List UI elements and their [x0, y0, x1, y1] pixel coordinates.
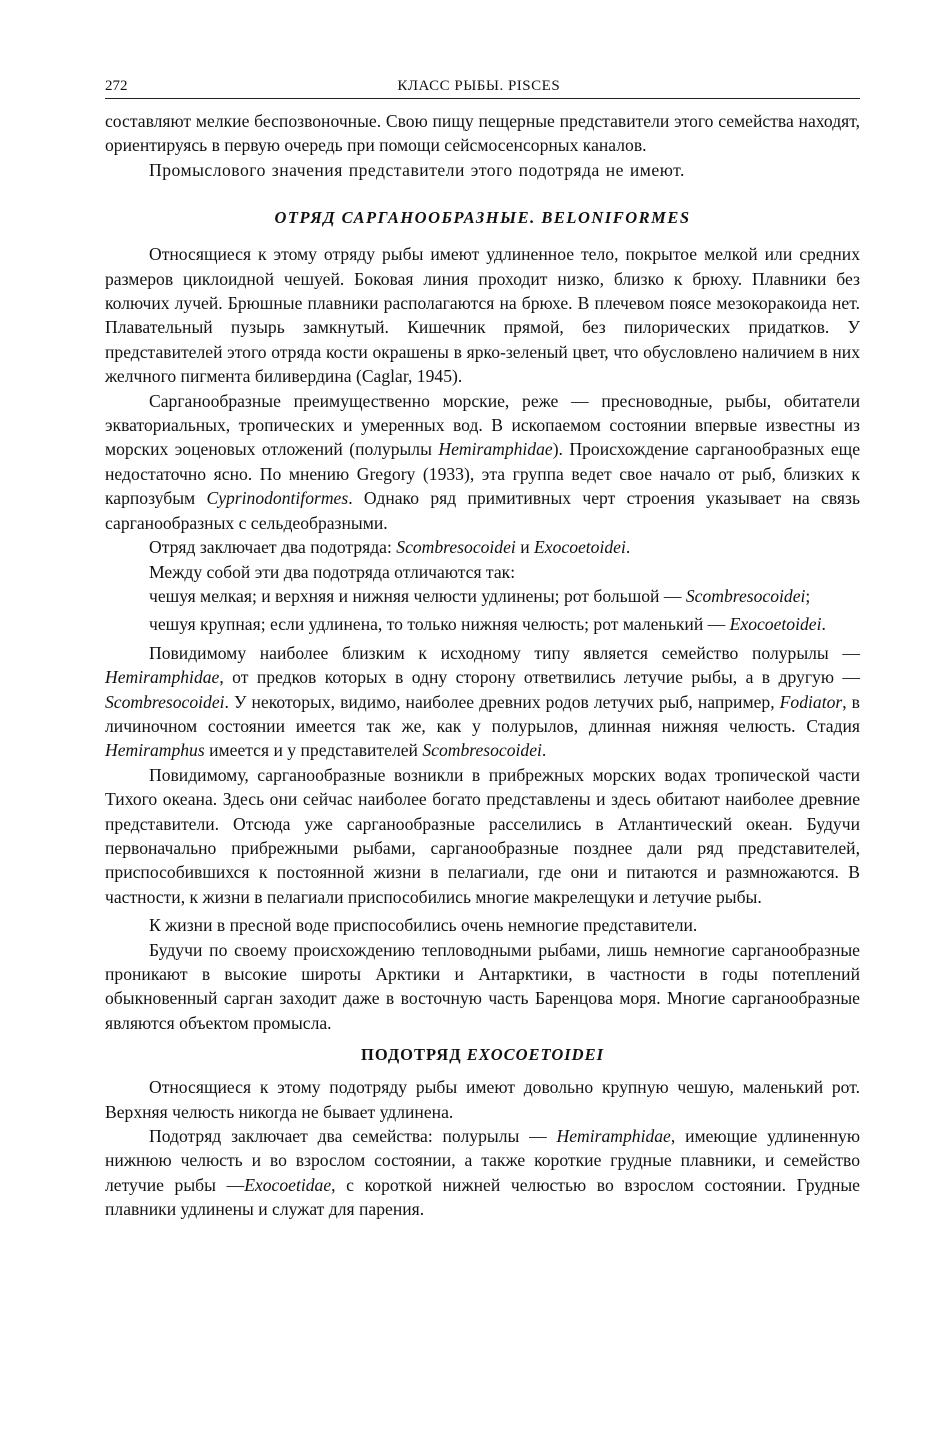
paragraph: Между собой эти два подотряда отличаются так: — [149, 561, 516, 582]
paragraph: Сарганообразные преимущественно морские, реже — пресноводные, рыбы, обитатели экваториальных, тропических и умеренных вод. В ископаемом состоянии впервые известны из морских эоценовых отложений (полурылы Hemiramphidae). Происхождение сарганообразных еще недостаточно ясно. По мнению Gregory (1933), эта группа ведет свое начало от рыб, близких к карпозубым Cyprinodontiformes. Однако ряд примитивных черт строения указывает на связь сарганообразных с сельдеобразными. — [105, 390, 860, 533]
latin-name: Hemiramphidae — [556, 1126, 671, 1147]
latin-name: Scombresocoidei — [396, 537, 516, 558]
key-entry: чешуя мелкая; и верхняя и нижняя челюсти удлинены; рот большой — Scombresocoidei; — [149, 585, 811, 606]
paragraph: Промыслового значения представители этого подотряда не имеют. — [149, 159, 685, 180]
latin-name: Hemiramphus — [105, 740, 205, 761]
latin-name: Hemiramphidae — [105, 667, 220, 688]
paragraph: К жизни в пресной воде приспособились очень немногие представители. — [149, 915, 698, 936]
latin-name: Exocoetoidei — [729, 614, 822, 635]
latin-name: EXOCOETOIDEI — [466, 1045, 605, 1065]
paragraph: составляют мелкие беспозвоночные. Свою пищу пещерные представители этого семейства находят, ориентируясь в первую очередь при помощи сейсмосенсорных каналов. — [105, 111, 860, 156]
page-header — [105, 78, 860, 99]
latin-name: Exocoetidae — [244, 1174, 332, 1195]
section-heading-order: ОТРЯД САРГАНООБРАЗНЫЕ. BELONIFORMES — [274, 208, 691, 228]
paragraph: Относящиеся к этому отряду рыбы имеют удлиненное тело, покрытое мелкой или средних размеров циклоидной чешуей. Боковая линия проходит низко, близко к брюху. Плавники без колючих лучей. Брюшные плавники располагаются на брюхе. В плечевом поясе мезокоракоида нет. Плавательный пузырь замкнутый. Кишечник прямой, без пилорических придатков. У представителей этого отряда кости окрашены в ярко-зеленый цвет, что обусловлено наличием в них желчного пигмента биливердина (Caglar, 1945). — [105, 244, 860, 387]
latin-name: Hemiramphidae — [438, 439, 553, 460]
latin-name: Scombresocoidei — [422, 740, 542, 761]
section-heading-suborder: ПОДОТРЯД EXOCOETOIDEI — [360, 1045, 605, 1065]
latin-name: Scombresocoidei — [685, 585, 806, 606]
latin-name: Cyprinodontiformes — [206, 488, 349, 509]
page-number: 272 — [105, 78, 128, 94]
latin-name: Scombresocoidei — [105, 691, 225, 712]
paragraph: Подотряд заключает два семейства: полурылы — Hemiramphidae, имеющие удлиненную нижнюю челюсть и во взрослом состоянии, а также короткие грудные плавники, и семейство летучие рыбы —Exocoetidae, с короткой нижней челюстью во взрослом состоянии. Грудные плавники удлинены и служат для парения. — [105, 1126, 860, 1220]
paragraph: Относящиеся к этому подотряду рыбы имеют довольно крупную чешую, маленький рот. Верхняя челюсть никогда не бывает удлинена. — [105, 1077, 860, 1122]
latin-name: Fodiator — [779, 691, 843, 712]
latin-name: Exocoetoidei — [534, 537, 626, 558]
paragraph: Отряд заключает два подотряда: Scombresocoidei и Exocoetoidei. — [149, 537, 631, 558]
paragraph: Повидимому, сарганообразные возникли в прибрежных морских водах тропической части Тихого океана. Здесь они сейчас наиболее богато представлены и здесь обитают наиболее древние представители. Отсюда уже сарганообразные расселились в Атлантический океан. Будучи первоначально прибрежными рыбами, сарганообразные позднее дали ряд представителей, приспособившихся к постоянной жизни в пелагиали, где они и питаются и размножаются. В частности, к жизни в пелагиали приспособились многие макрелещуки и летучие рыбы. — [105, 764, 860, 907]
book-page — [105, 78, 860, 1222]
paragraph: Будучи по своему происхождению тепловодными рыбами, лишь немногие сарганообразные проникают в высокие широты Арктики и Антарктики, в частности в годы потеплений обыкновенный сарган заходит даже в восточную часть Баренцова моря. Многие сарганообразные являются объектом промысла. — [105, 939, 860, 1033]
paragraph: Повидимому наиболее близким к исходному типу является семейство полурылы — Hemiramphidae, от предков которых в одну сторону ответвились летучие рыбы, а в другую — Scombresocoidei. У некоторых, видимо, наиболее древних родов летучих рыб, например, Fodiator, в личиночном состоянии имеется так же, как у полурылов, длинная нижняя челюсть. Стадия Hemiramphus имеется и у представителей Scombresocoidei. — [105, 642, 860, 761]
key-entry: чешуя крупная; если удлинена, то только нижняя челюсть; рот маленький — Exocoetoidei. — [149, 614, 826, 635]
running-title: КЛАСС РЫБЫ. PISCES — [397, 78, 561, 94]
